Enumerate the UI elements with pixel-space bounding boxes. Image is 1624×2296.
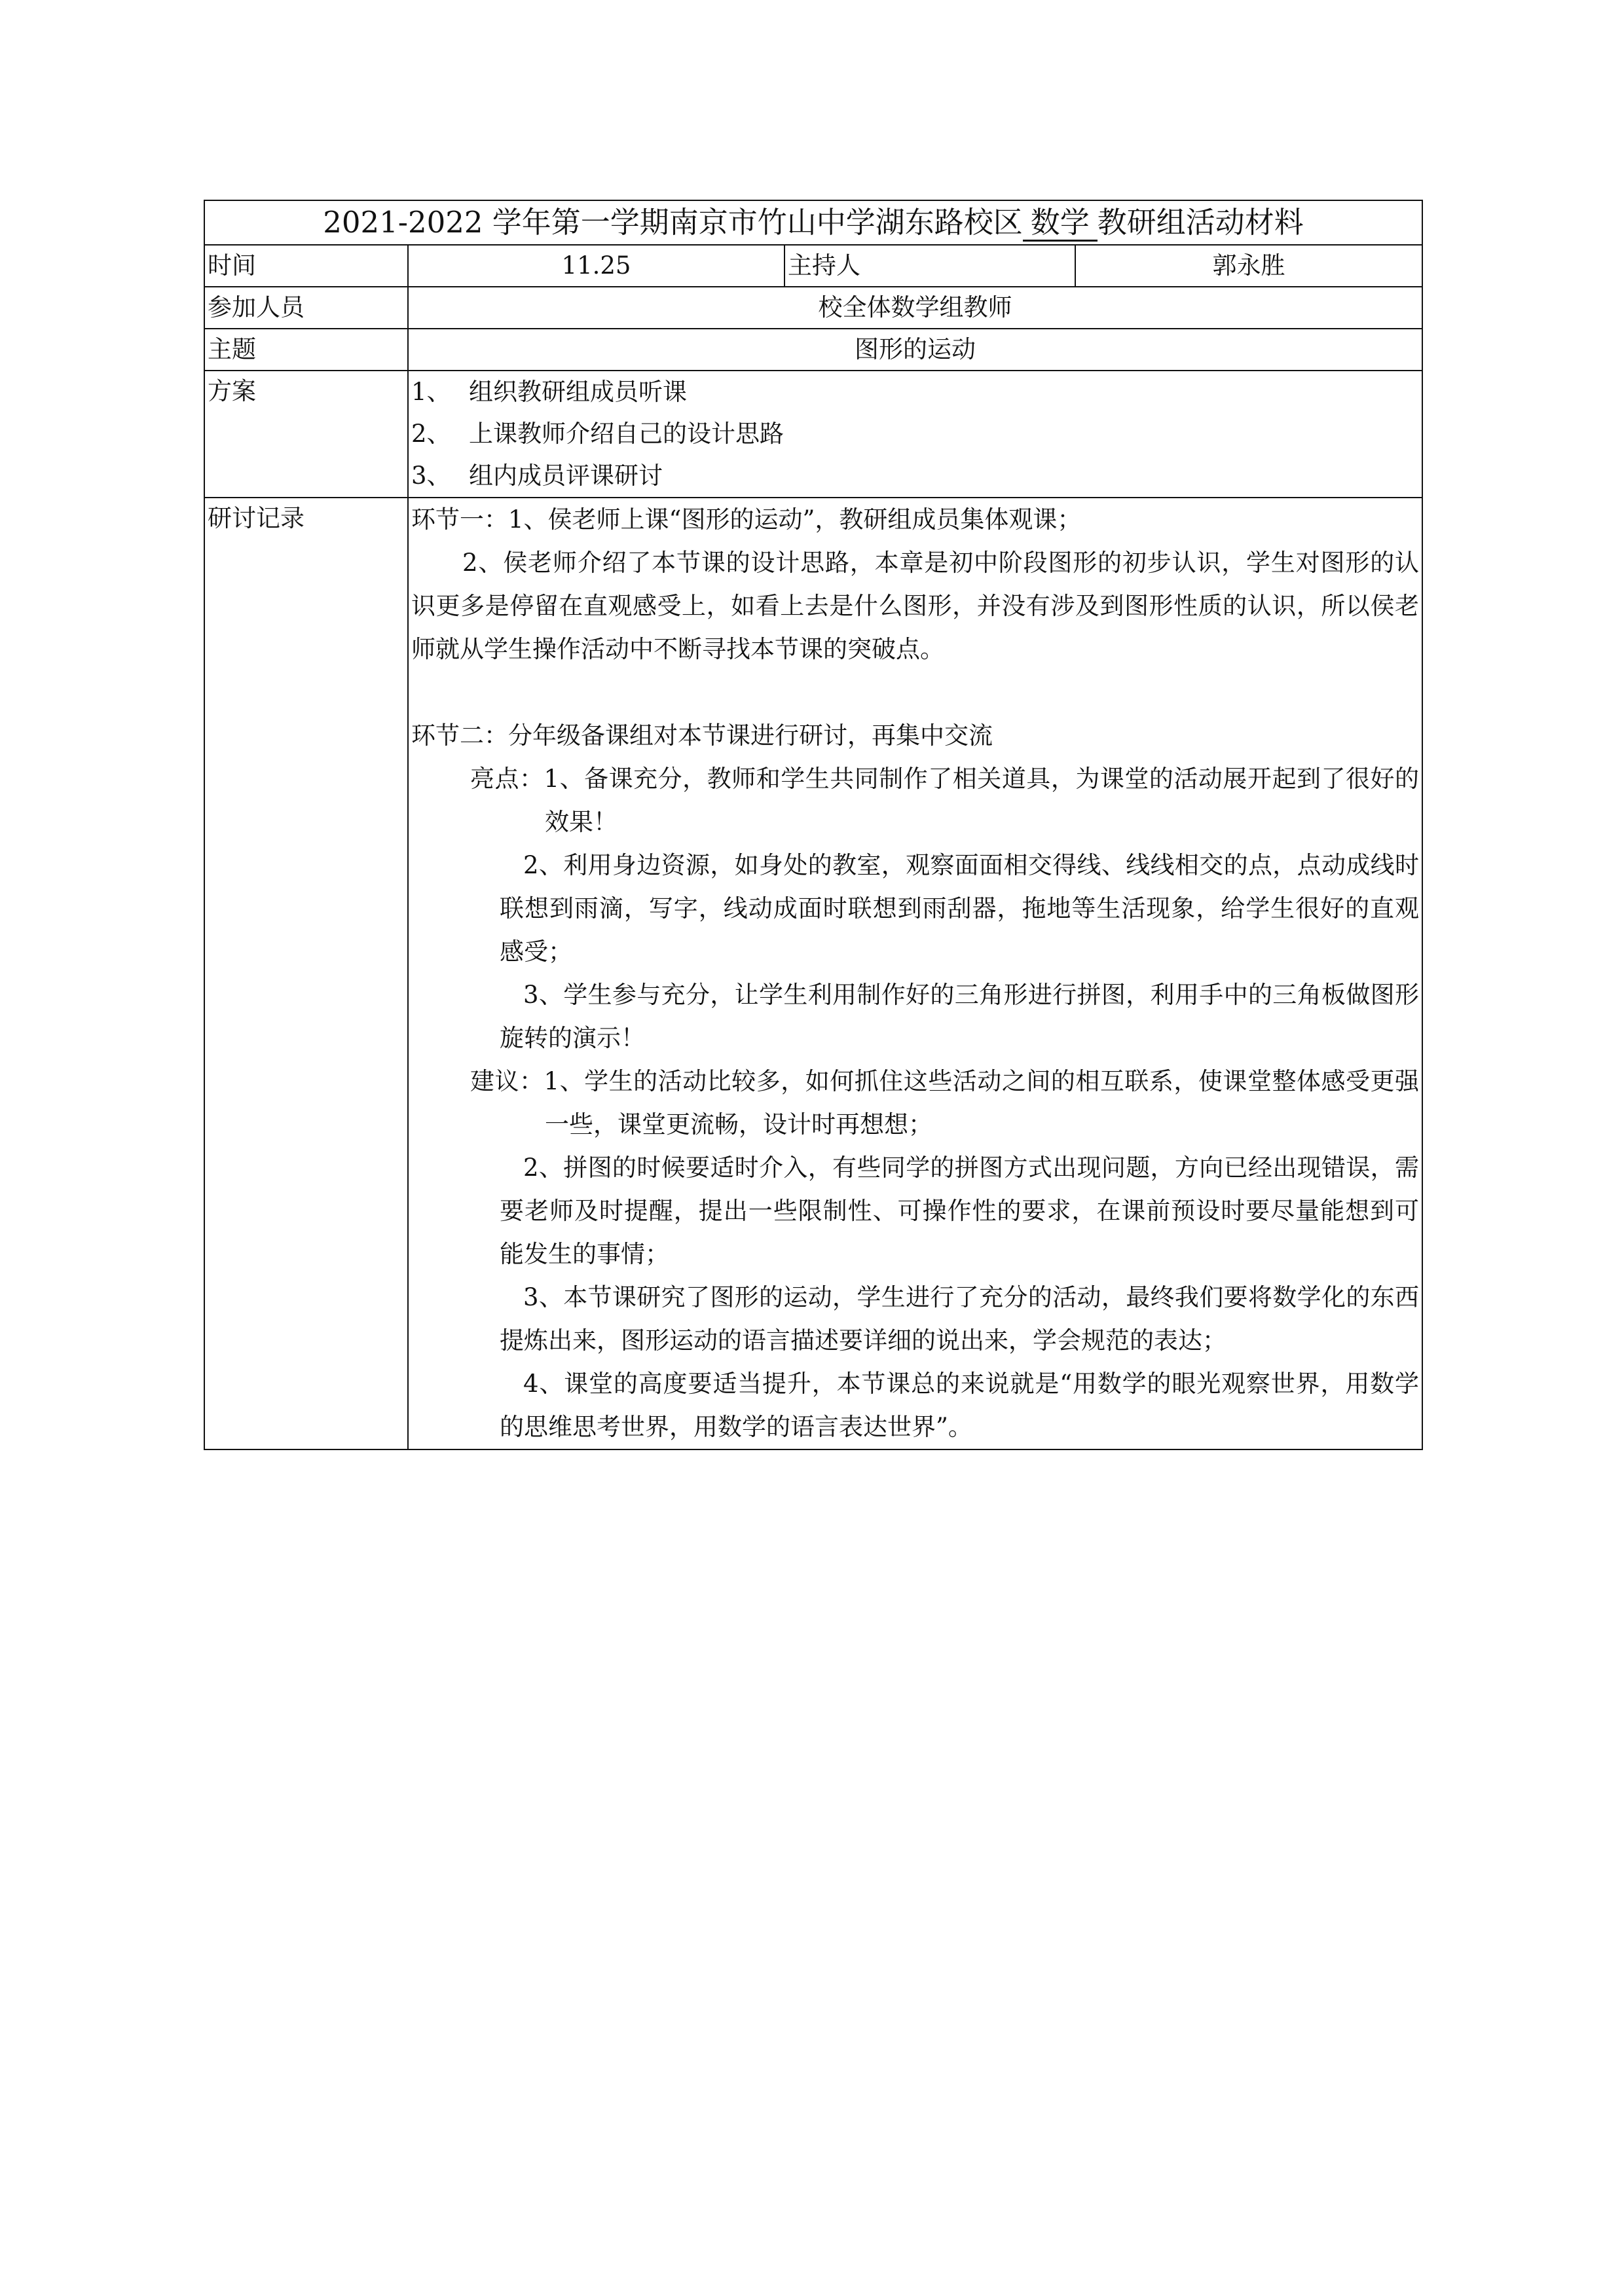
title-row [204,200,1422,245]
suggestion-item: 3、本节课研究了图形的运动，学生进行了充分的活动，最终我们要将数学化的东西提炼出来，图形运动的语言描述要详细的说出来，学会规范的表达； [500,1283,1420,1355]
plan-item-number: 3、 [411,462,451,490]
plan-item-number: 2、 [411,420,451,448]
topic-row [204,329,1422,371]
plan-label: 方案 [204,371,408,498]
title-suffix: 教研组活动材料 [1097,205,1304,240]
participants-value: 校全体数学组教师 [408,287,1422,329]
time-label: 时间 [204,245,408,287]
suggestion-item: 2、拼图的时候要适时介入，有些同学的拼图方式出现问题，方向已经出现错误，需要老师及时提醒，提出一些限制性、可操作性的要求，在课前预设时要尽量能想到可能发生的事情； [500,1154,1420,1268]
plan-list [408,371,1422,498]
paragraph-spacer [411,671,1419,714]
host-value: 郭永胜 [1075,245,1422,287]
host-label: 主持人 [784,245,1075,287]
plan-item [411,371,1419,413]
record-label: 研讨记录 [204,498,408,1449]
plan-item-text: 上课教师介绍自己的设计思路 [469,420,784,448]
title-subject: 数学 [1023,206,1098,242]
highlight-item: 3、学生参与充分，让学生利用制作好的三角形进行拼图，利用手中的三角板做图形旋转的演示！ [500,981,1420,1052]
plan-row [204,371,1422,498]
time-row [204,245,1422,287]
suggestion-item: 4、课堂的高度要适当提升，本节课总的来说就是“用数学的眼光观察世界，用数学的思维思考世界，用数学的语言表达世界”。 [500,1370,1420,1441]
highlight-item: 2、利用身边资源，如身处的教室，观察面面相交得线、线线相交的点，点动成线时联想到雨滴，写字，线动成面时联想到雨刮器，拖地等生活现象，给学生很好的直观感受； [500,851,1420,966]
participants-label: 参加人员 [204,287,408,329]
plan-item [411,413,1419,455]
topic-label: 主题 [204,329,408,371]
plan-item [411,455,1419,497]
title-prefix: 2021-2022 学年第一学期南京市竹山中学湖东路校区 [323,205,1023,240]
participants-row [204,287,1422,329]
plan-item-text: 组内成员评课研讨 [469,462,663,490]
suggestion-item: 建议：1、学生的活动比较多，如何抓住这些活动之间的相互联系，使课堂整体感受更强一些，课堂更流畅，设计时再想想； [470,1067,1420,1139]
section1-line1: 环节一：1、侯老师上课“图形的运动”，教研组成员集体观课； [411,505,1082,534]
document-title [204,200,1422,245]
highlight-item: 亮点：1、备课充分，教师和学生共同制作了相关道具，为课堂的活动展开起到了很好的效果！ [470,765,1420,836]
topic-value: 图形的运动 [408,329,1422,371]
time-value: 11.25 [408,245,784,287]
plan-item-text: 组织教研组成员听课 [469,378,687,406]
section2-heading: 环节二：分年级备课组对本节课进行研讨，再集中交流 [411,721,993,750]
activity-record-table [204,200,1423,1450]
plan-item-number: 1、 [411,378,451,406]
record-content [408,498,1422,1449]
record-row [204,498,1422,1449]
section1-paragraph2: 2、侯老师介绍了本节课的设计思路，本章是初中阶段图形的初步认识，学生对图形的认识更多是停留在直观感受上，如看上去是什么图形，并没有涉及到图形性质的认识，所以侯老师就从学生操作活动中不断寻找本节课的突破点。 [411,549,1420,663]
